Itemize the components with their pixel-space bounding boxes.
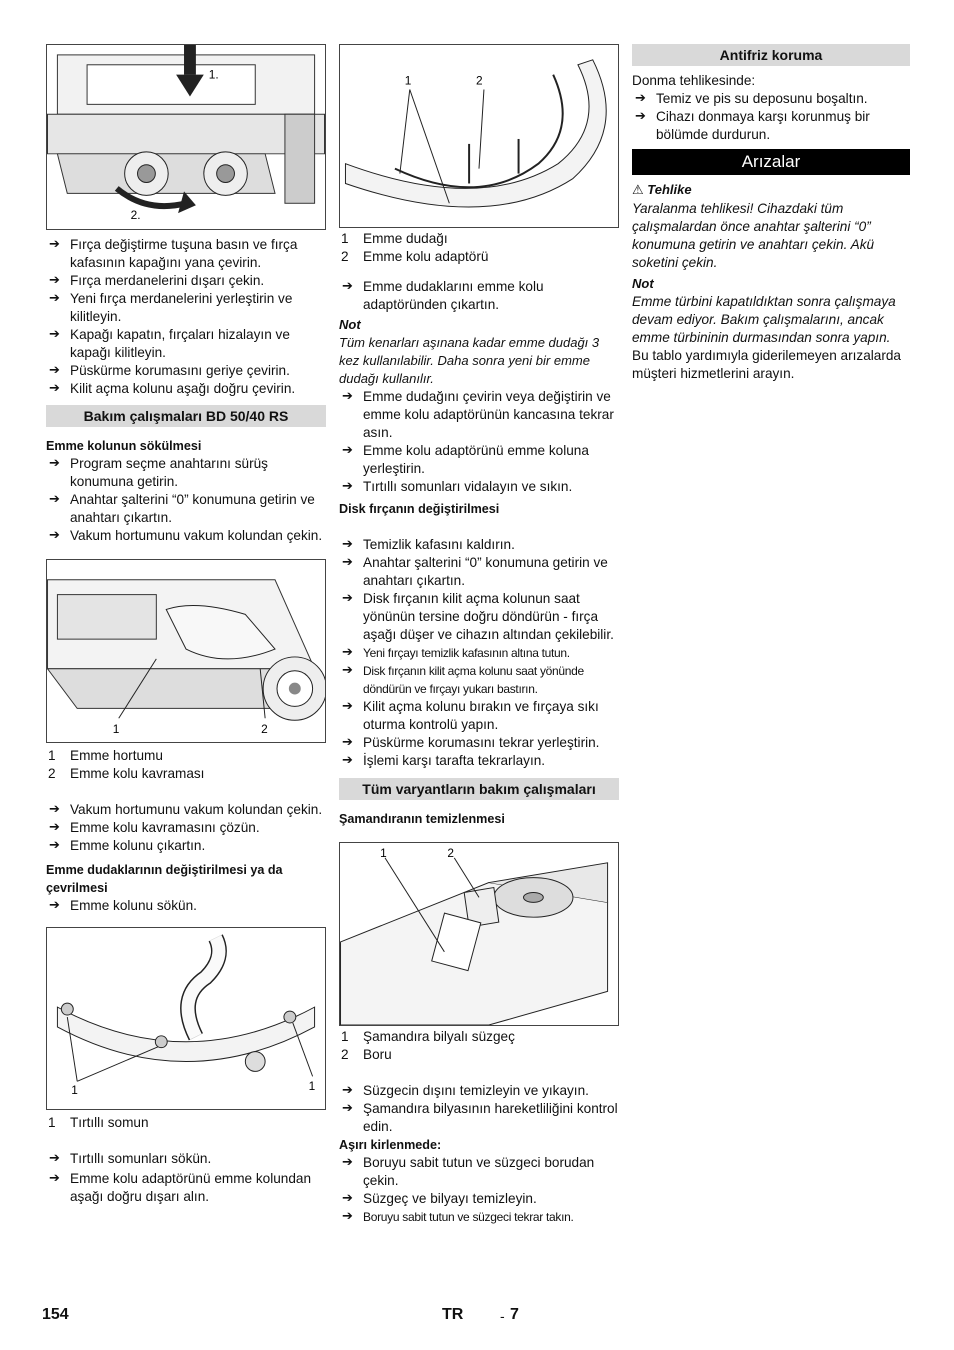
step: ➔ Emme dudaklarını emme kolu adaptöründen çıkartın. xyxy=(339,278,619,314)
step: ➔ Yeni fırça merdanelerini yerleştirin ve kilitleyin. xyxy=(46,290,326,326)
fig4-label-2: 2 xyxy=(476,73,483,88)
step: ➔ Disk fırçanın kilit açma kolunu saat yönünde döndürün ve fırçayı yukarı bastırın. xyxy=(339,662,619,698)
step: ➔ Program seçme anahtarını sürüş konumuna getirin. xyxy=(46,455,326,491)
legend-item xyxy=(46,747,326,765)
language-code: TR xyxy=(442,1306,464,1323)
step: ➔ Süzgeç ve bilyayı temizleyin. xyxy=(339,1190,619,1208)
column-1 xyxy=(46,44,326,1206)
legend-item xyxy=(46,1114,326,1132)
step: ➔ Fırça merdanelerini dışarı çekin. xyxy=(46,272,326,290)
legend-text: Tırtıllı somun xyxy=(70,1115,149,1130)
footer-separator: - xyxy=(500,1308,505,1324)
suction-hose-illustration xyxy=(47,560,325,742)
step: ➔ Emme kolu kavramasını çözün. xyxy=(46,819,326,837)
fig1-label-1: 1. xyxy=(208,67,219,82)
legend-number: 1 xyxy=(341,231,349,246)
section-heading-faults: Arızalar xyxy=(632,149,910,175)
fig3-label-1a: 1 xyxy=(71,1083,78,1098)
step: ➔ Anahtar şalterini “0” konumuna getirin ve anahtarı çıkartın. xyxy=(46,491,326,527)
legend-text: Emme kolu adaptörü xyxy=(363,249,489,264)
step: ➔ Kilit açma kolunu aşağı doğru çevirin. xyxy=(46,380,326,398)
body-text: Bu tablo yardımıyla giderilemeyen arızalarda müşteri hizmetlerini arayın. xyxy=(632,348,901,381)
figure-knurled-nut xyxy=(46,927,326,1110)
legend-text: Emme dudağı xyxy=(363,231,448,246)
legend-number: 2 xyxy=(48,766,56,781)
step: ➔ Temiz ve pis su deposunu boşaltın. xyxy=(632,90,910,108)
legend-text: Emme hortumu xyxy=(70,748,163,763)
section-heading: Antifriz koruma xyxy=(632,44,910,66)
step: ➔ İşlemi karşı tarafta tekrarlayın. xyxy=(339,752,619,770)
subheading: Emme kolunun sökülmesi xyxy=(46,439,202,453)
danger-heading xyxy=(632,181,910,200)
legend-item xyxy=(339,1028,619,1046)
intro-text: Donma tehlikesinde: xyxy=(632,73,756,88)
page-sub-number: 7 xyxy=(510,1306,519,1323)
column-3 xyxy=(632,44,910,383)
fig3-label-1b: 1 xyxy=(308,1079,316,1094)
legend-item xyxy=(339,248,619,266)
note-text: Tüm kenarları aşınana kadar emme dudağı 3 kez kullanılabilir. Daha sonra yeni bir emme dudağı kullanılır. xyxy=(339,335,600,386)
float-strainer-illustration xyxy=(340,843,618,1025)
legend-number: 2 xyxy=(341,1047,349,1062)
step: ➔ Disk fırçanın kilit açma kolunun saat yönünün tersine doğru döndürün - fırça aşağı düşer ve cihazın altından çekilebilir. xyxy=(339,590,619,644)
figure-brush-cover xyxy=(46,44,326,230)
legend-item xyxy=(339,230,619,248)
legend-text: Şamandıra bilyalı süzgeç xyxy=(363,1029,515,1044)
note-title: Not xyxy=(632,276,654,291)
page-number: 154 xyxy=(42,1306,69,1323)
step: ➔ Vakum hortumunu vakum kolundan çekin. xyxy=(46,801,326,819)
legend-item xyxy=(46,765,326,783)
step: ➔ Püskürme korumasını tekrar yerleştirin. xyxy=(339,734,619,752)
squeegee-lip-illustration xyxy=(340,45,618,227)
step: ➔ Temizlik kafasını kaldırın. xyxy=(339,536,619,554)
fig1-label-2: 2. xyxy=(130,208,141,223)
step: ➔ Kapağı kapatın, fırçaları hizalayın ve kapağı kilitleyin. xyxy=(46,326,326,362)
warning-icon: ⚠ xyxy=(632,183,644,198)
step: ➔ Vakum hortumunu vakum kolundan çekin. xyxy=(46,527,326,545)
step: ➔ Boruyu sabit tutun ve süzgeci tekrar takın. xyxy=(339,1208,619,1226)
step: ➔ Cihazı donmaya karşı korunmuş bir bölümde durdurun. xyxy=(632,108,910,144)
brush-cover-illustration xyxy=(47,45,325,229)
danger-text: Yaralanma tehlikesi! Cihazdaki tüm çalışmalardan önce anahtar şalterini “0” konumuna getirin ve anahtarı çekin. Akü soketini çekin. xyxy=(632,201,875,270)
fig5-label-2: 2 xyxy=(447,845,454,860)
subheading: Şamandıranın temizlenmesi xyxy=(339,812,505,826)
legend-number: 2 xyxy=(341,249,349,264)
fig4-label-1: 1 xyxy=(404,73,412,88)
section-heading: Bakım çalışmaları BD 50/40 RS xyxy=(46,405,326,427)
danger-title: Tehlike xyxy=(647,182,692,197)
note-text: Emme türbini kapatıldıktan sonra çalışmaya devam ediyor. Bakım çalışmalarını, ancak emme türbininin durmasından sonra yapın. xyxy=(632,294,896,345)
step: ➔ Anahtar şalterini “0” konumuna getirin ve anahtarı çıkartın. xyxy=(339,554,619,590)
legend-text: Emme kolu kavraması xyxy=(70,766,205,781)
step: ➔ Emme kolu adaptörünü emme koluna yerleştirin. xyxy=(339,442,619,478)
figure-squeegee-lip xyxy=(339,44,619,228)
fig2-label-1: 1 xyxy=(112,722,120,737)
legend-number: 1 xyxy=(341,1029,349,1044)
step: ➔ Süzgecin dışını temizleyin ve yıkayın. xyxy=(339,1082,619,1100)
step: ➔ Fırça değiştirme tuşuna basın ve fırça kafasının kapağını yana çevirin. xyxy=(46,236,326,272)
figure-suction-hose xyxy=(46,559,326,743)
step: ➔ Boruyu sabit tutun ve süzgeci borudan çekin. xyxy=(339,1154,619,1190)
fig5-label-1: 1 xyxy=(380,845,387,860)
column-2 xyxy=(339,44,619,1226)
legend-item xyxy=(339,1046,619,1064)
note-title: Not xyxy=(339,317,361,332)
figure-float-strainer xyxy=(339,842,619,1026)
legend-text: Boru xyxy=(363,1047,392,1062)
legend-number: 1 xyxy=(48,748,56,763)
step: ➔ Tırtıllı somunları vidalayın ve sıkın. xyxy=(339,478,619,496)
step: ➔ Şamandıra bilyasının hareketliliğini kontrol edin. xyxy=(339,1100,619,1136)
step: ➔ Tırtıllı somunları sökün. xyxy=(46,1150,326,1168)
subheading: Disk fırçanın değiştirilmesi xyxy=(339,502,500,516)
step: ➔ Yeni fırçayı temizlik kafasının altına tutun. xyxy=(339,644,619,662)
subheading: Aşırı kirlenmede: xyxy=(339,1138,442,1152)
step: ➔ Emme kolu adaptörünü emme kolundan aşağı doğru dışarı alın. xyxy=(46,1170,326,1206)
step: ➔ Emme dudağını çevirin veya değiştirin ve emme kolu adaptörünün kancasına tekrar asın. xyxy=(339,388,619,442)
step: ➔ Emme kolunu çıkartın. xyxy=(46,837,326,855)
legend-number: 1 xyxy=(48,1115,56,1130)
step: ➔ Kilit açma kolunu bırakın ve fırçaya sıkı oturma kontrolü yapın. xyxy=(339,698,619,734)
subheading: Emme dudaklarının değiştirilmesi ya da çevrilmesi xyxy=(46,863,283,895)
step: ➔ Püskürme korumasını geriye çevirin. xyxy=(46,362,326,380)
knurled-nut-illustration xyxy=(47,928,325,1109)
step: ➔ Emme kolunu sökün. xyxy=(46,897,326,915)
fig2-label-2: 2 xyxy=(261,722,268,737)
section-heading: Tüm varyantların bakım çalışmaları xyxy=(339,778,619,800)
